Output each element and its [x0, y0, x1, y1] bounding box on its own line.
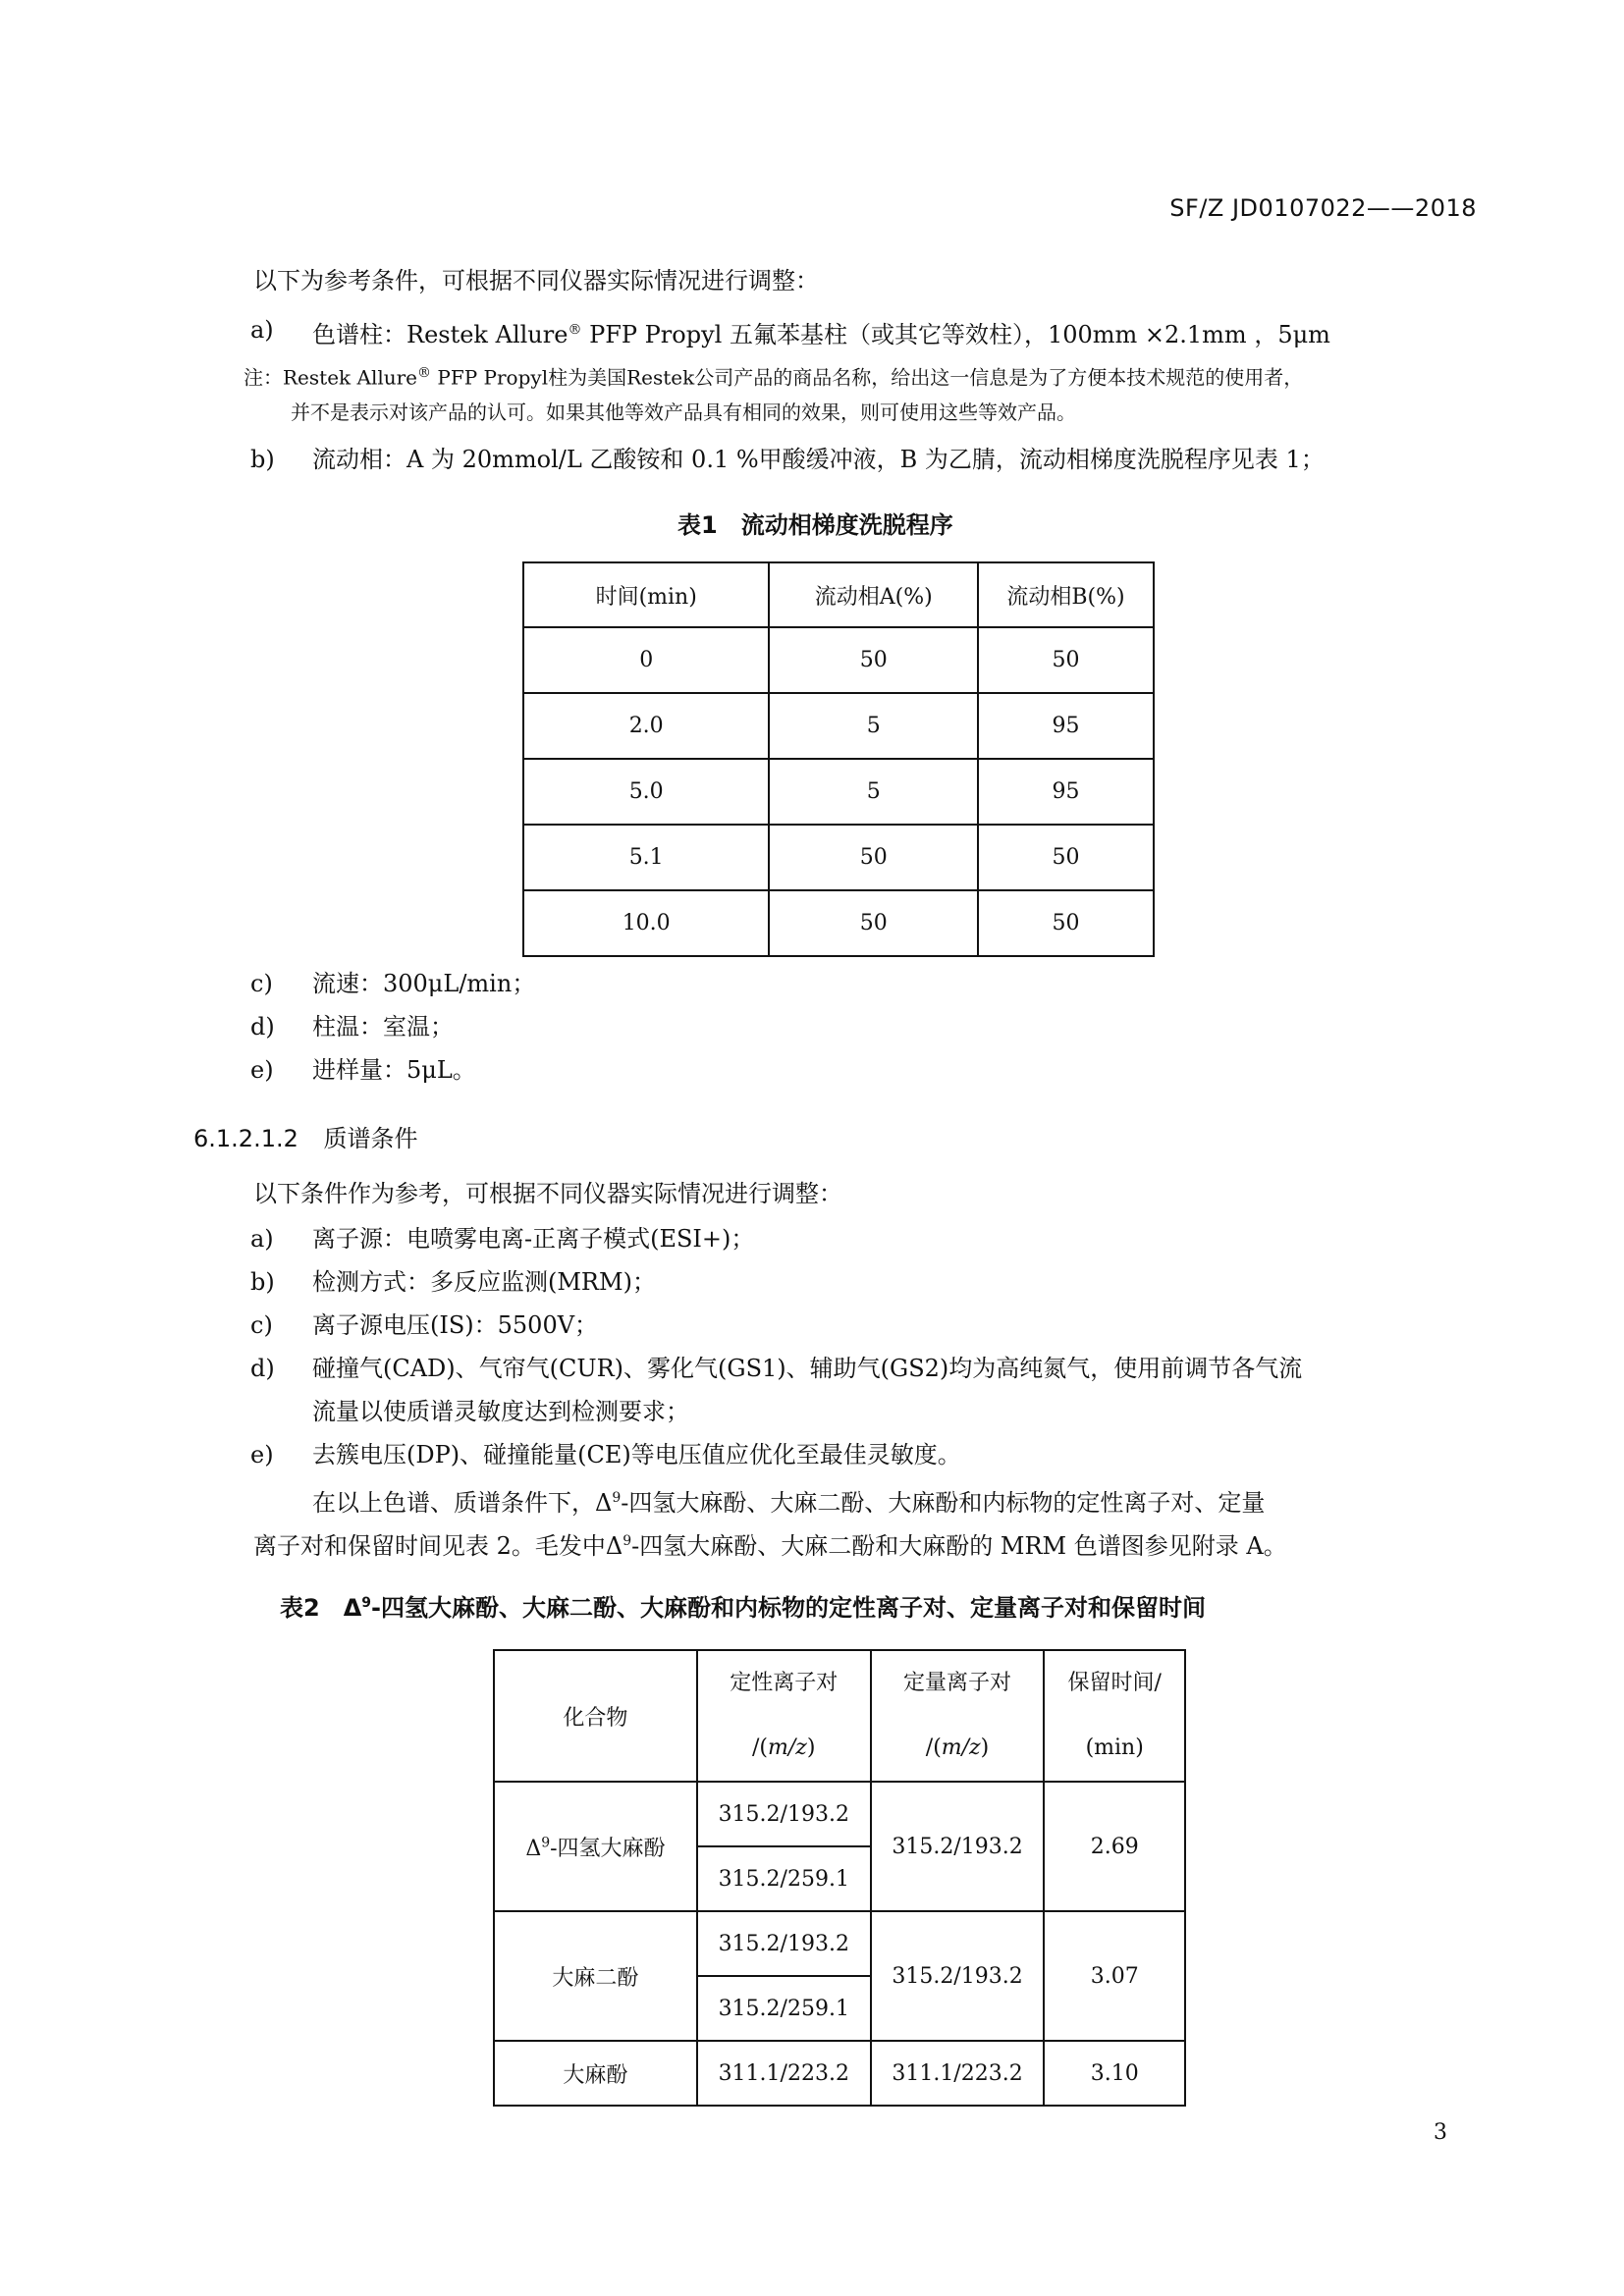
table-cell: 5 [769, 759, 978, 825]
table2-compound-cbn: 大麻酚 [494, 2041, 697, 2106]
table-cell: 315.2/259.1 [697, 1846, 871, 1911]
item-e-text: 进样量：5μL。 [312, 1056, 476, 1084]
table2-header-compound: 化合物 [494, 1650, 697, 1782]
table2-header-qualitative: 定性离子对 /(m/z) [697, 1650, 871, 1782]
table1-gradient [522, 561, 1155, 957]
table-cell: 315.2/193.2 [697, 1911, 871, 1976]
table-cell: 10.0 [523, 890, 769, 956]
section-heading [193, 1119, 418, 1153]
document-number: SF/Z JD0107022——2018 [1169, 194, 1477, 222]
ms-intro: 以下条件作为参考，可根据不同仪器实际情况进行调整： [253, 1180, 842, 1207]
item-a-text-rest: PFP Propyl 五氟苯基柱（或其它等效柱），100mm ×2.1mm ，5μm [581, 321, 1330, 348]
table-row [523, 825, 1154, 890]
note-line-2: 并不是表示对该产品的认可。如果其他等效产品具有相同的效果，则可使用这些等效产品。 [291, 400, 1076, 424]
table-cell: 50 [769, 627, 978, 693]
table-cell: 95 [978, 759, 1154, 825]
table2-header-quantitative: 定量离子对 /(m/z) [871, 1650, 1045, 1782]
table-row [523, 693, 1154, 759]
table-cell: 5 [769, 693, 978, 759]
table-cell: 50 [978, 825, 1154, 890]
table-cell: 5.0 [523, 759, 769, 825]
note-line-1: 注：Restek Allure® PFP Propyl柱为美国Restek公司产品的商品名称，给出这一信息是为了方便本技术规范的使用者， [244, 365, 1304, 390]
section-title: 质谱条件 [323, 1125, 418, 1152]
section-number: 6.1.2.1.2 [193, 1125, 298, 1152]
table-cell: 0 [523, 627, 769, 693]
table-cell: 50 [978, 627, 1154, 693]
table-cell: 3.07 [1044, 1911, 1185, 2041]
table-cell: 315.2/259.1 [697, 1976, 871, 2041]
table-cell: 315.2/193.2 [871, 1911, 1045, 2041]
table-row [494, 2041, 1185, 2106]
ms-item-d-continued: 流量以使质谱灵敏度达到检测要求； [312, 1398, 689, 1425]
registered-mark: ® [568, 322, 582, 338]
table2-ion-pairs [493, 1649, 1186, 2107]
table1-header-b: 流动相B(%) [978, 562, 1154, 627]
table-cell: 315.2/193.2 [871, 1782, 1045, 1911]
item-e-label: e) [250, 1056, 274, 1084]
table2-header-row [494, 1650, 1185, 1782]
item-c-text: 流速：300μL/min； [312, 970, 536, 997]
table-row [494, 1782, 1185, 1846]
table1-caption: 表1 流动相梯度洗脱程序 [677, 511, 953, 539]
table1-header-time: 时间(min) [523, 562, 769, 627]
table-cell: 311.1/223.2 [871, 2041, 1045, 2106]
table-cell: 2.69 [1044, 1782, 1185, 1911]
table-cell: 95 [978, 693, 1154, 759]
item-d-text: 柱温：室温； [312, 1013, 454, 1041]
item-a-label: a) [250, 316, 274, 344]
table2-header-retention-time: 保留时间/ (min) [1044, 1650, 1185, 1782]
paragraph-line-1: 在以上色谱、质谱条件下，$\Delta^9-$四氢大麻酚、大麻二酚、大麻酚和内标物的定性离子对、定量 [312, 1489, 1266, 1517]
table1-header-a: 流动相A(%) [769, 562, 978, 627]
intro-text: 以下为参考条件，可根据不同仪器实际情况进行调整： [253, 267, 819, 294]
table-cell: 2.0 [523, 693, 769, 759]
table-cell: 50 [978, 890, 1154, 956]
table-cell: 50 [769, 890, 978, 956]
table-cell: 311.1/223.2 [697, 2041, 871, 2106]
table2-compound-thc: $\Delta^9-$四氢大麻酚 [494, 1782, 697, 1911]
table-row [523, 759, 1154, 825]
table-row [494, 1911, 1185, 1976]
page-number: 3 [1434, 2120, 1447, 2145]
table-cell: 5.1 [523, 825, 769, 890]
table1-header-row [523, 562, 1154, 627]
table-cell: 3.10 [1044, 2041, 1185, 2106]
table-cell: 50 [769, 825, 978, 890]
item-d-label: d) [250, 1013, 275, 1041]
table2-caption: 表2 $\Delta^9-$四氢大麻酚、大麻二酚、大麻酚和内标物的定性离子对、定量离子对和保留时间 [280, 1594, 1206, 1622]
table-cell: 315.2/193.2 [697, 1782, 871, 1846]
table-row [523, 627, 1154, 693]
item-c-label: c) [250, 970, 273, 997]
item-a-text: 色谱柱：Restek Allure [312, 321, 568, 348]
table2-compound-cbd: 大麻二酚 [494, 1911, 697, 2041]
item-b-label: b) [250, 446, 275, 473]
item-b-text: 流动相：A 为 20mmol/L 乙酸铵和 0.1 %甲酸缓冲液，B 为乙腈，流动相梯度洗脱程序见表 1； [312, 446, 1325, 473]
paragraph-line-2: 离子对和保留时间见表 2。毛发中$\Delta^9-$四氢大麻酚、大麻二酚和大麻酚的 MRM 色谱图参见附录 A。 [253, 1532, 1287, 1560]
table-row [523, 890, 1154, 956]
document-page: SF/Z JD0107022——2018 以下为参考条件，可根据不同仪器实际情况进行调整： a) 色谱柱：Restek Allure® PFP Propyl 五氟苯基柱（或其它等效柱），100mm ×2.1mm ，5μm 注：Restek Allure® PFP Propyl柱为美国Restek公司产品的商品名称，给出这一信息是为了方便本技术规范的使用者， 并不是表示对该产品的认可。如果其他等效产品具有相同的效果，则可使用这些等效产品。 b) 流动相：A 为 20mmol/L 乙酸铵和 0.1 %甲酸缓冲液，B 为乙腈，流动相梯度洗脱程序见表 1； 表1 流动相梯度洗脱程序 时间(min) 流动相A(%) 流动相B(%) 0 50 50 2.0 5 95 5.0 5 95 5.1 50 50 10.0 50 50 c) 流速：300μL/min； d) 柱温：室温； e) 进样量：5μL。 6.1.2.1.2 质谱条件 以下条件作为参考，可根据不同仪器实际情况进行调整： a) 离子源：电喷雾电离-正离子模式(ESI+)； b) 检测方式：多反应监测(MRM)； c) 离子源电压(IS)：5500V； d) 碰撞气(CAD)、气帘气(CUR)、雾化气(GS1)、辅助气(GS2)均为高纯氮气，使用前调节各气流 流量以使质谱灵敏度达到检测要求； e) 去簇电压(DP)、碰撞能量(CE)等电压值应优化至最佳灵敏度。 在以上色谱、质谱条件下，$\Delta^9-$四氢大麻酚、大麻二酚、大麻酚和内标物的定性离子对、定量 离子对和保留时间见表 2。毛发中$\Delta^9-$四氢大麻酚、大麻二酚和大麻酚的 MRM 色谱图参见附录 A。 表2 $\Delta^9-$四氢大麻酚、大麻二酚、大麻酚和内标物的定性离子对、定量离子对和保留时间 化合物 定性离子对 /(m/z) 定量离子对 /(m/z) 保留时间/ (min) $\Delta^9-$四氢大麻酚 315.2/193.2 315.2/193.2 2.69 315.2/259.1 大麻二酚 315.2/193.2 315.2/193.2 3.07 315.2/259.1 大麻酚 311.1/223.2 311.1/223.2 3.10 3 [193, 194, 1477, 2145]
